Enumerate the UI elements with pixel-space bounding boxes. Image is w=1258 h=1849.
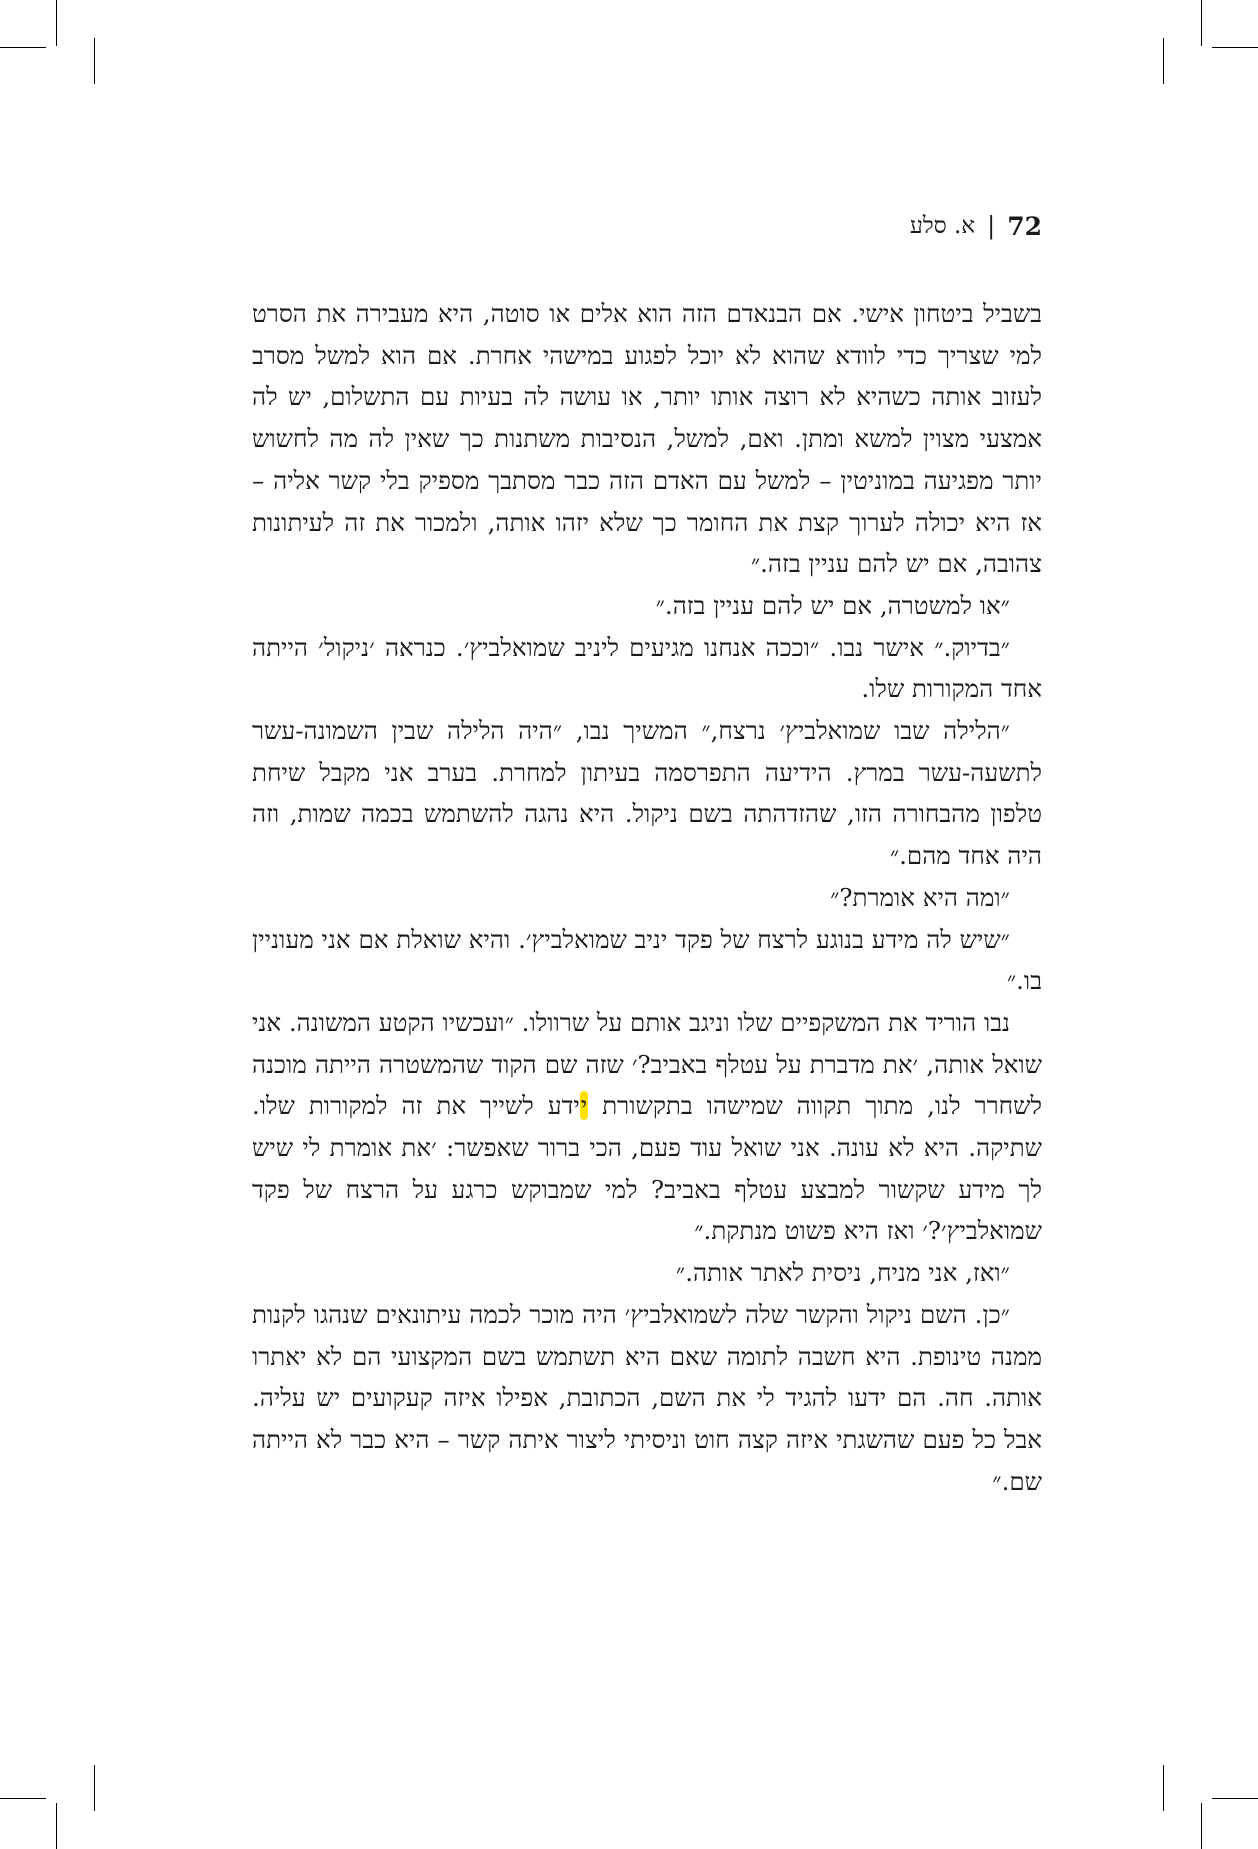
running-head: [252, 206, 1042, 246]
crop-mark-top-left-v: [56, 0, 57, 46]
crop-mark-bottom-right-h: [1212, 1798, 1258, 1799]
crop-mark-top-left-v2: [94, 38, 95, 84]
crop-mark-bottom-left-v: [56, 1803, 57, 1849]
paragraph-1: בשביל ביטחון אישי. אם הבנאדם הזה הוא אלים או סוטה, היא מעבירה את הסרט למי שצריך כדי לוודא שהוא לא יוכל לפגוע במישהי אחרת. אם הוא למשל מסרב לעזוב אותה כשהיא לא רוצה אותו יותר, או עושה לה בעיות עם התשלום, יש לה אמצעי מצוין למשא ומתן. ואם, למשל, הנסיבות משתנות כך שאין לה מה לחשוש יותר מפגיעה במוניטין – למשל עם האדם הזה כבר מסתבך מספיק בלי קשר אליה – אז היא יכולה לערוך קצת את החומר כך שלא יזהו אותה, ולמכור את זה לעיתונות צהובה, אם יש להם עניין בזה.״: [252, 299, 1042, 579]
paragraph-4: ״הלילה שבו שמואלביץ׳ נרצח,״ המשיך נבו, ״היה הלילה שבין השמונה-עשר לתשעה-עשר במרץ. הידיעה התפרסמה בעיתון למחרת. בערב אני מקבל שיחת טלפון מהבחורה הזו, שהזדהתה בשם ניקול. היא נהגה להשתמש בכמה שמות, וזה היה אחד מהם.״: [252, 716, 1042, 871]
paragraph-9: ״כן. השם ניקול והקשר שלה לשמואלביץ׳ היה מוכר לכמה עיתונאים שנהגו לקנות ממנה טינופת. היא חשבה לתומה שאם היא תשתמש בשם המקצועי הם לא יאתרו אותה. חה. הם ידעו להגיד לי את השם, הכתובת, אפילו איזה קעקועים יש עליה. אבל כל פעם שהשגתי איזה קצה חוט וניסיתי ליצור איתה קשר – היא כבר לא הייתה שם.״: [252, 1299, 1042, 1496]
crop-mark-bottom-left-v2: [94, 1765, 95, 1811]
paragraph-8: ״ואז, אני מניח, ניסית לאתר אותה.״: [675, 1258, 1010, 1288]
header-separator: |: [987, 212, 996, 240]
paragraph-2: ״או למשטרה, אם יש להם עניין בזה.״: [655, 590, 1010, 620]
paragraph-7-part-1: נבו הוריד את המשקפיים שלו וניגב אותם על שרוולו. ״ועכשיו הקטע המשונה. אני שואל אותה, ׳את מדברת על עטלף באביב?׳ שזה שם הקוד שהמשטרה הייתה מוכנה לשחרר לנו, מתוך תקווה שמישהו בתקשורת: [252, 1007, 1042, 1121]
page-number: 72: [1007, 211, 1042, 241]
text-highlight: י: [580, 1091, 588, 1121]
paragraph-5: ״ומה היא אומרת?״: [830, 882, 1010, 912]
paragraph-7: [252, 1002, 1042, 1252]
paragraph-7-part-2: ידע לשייך את זה למקורות שלו. שתיקה. היא לא עונה. אני שואל עוד פעם, הכי ברור שאפשר: ׳את אומרת לי שיש לך מידע שקשור למבצע עטלף באביב? למי שמבוקש כרגע על הרצח של פקד שמואלביץ׳?׳ ואז היא פשוט מנתקת.״: [252, 1091, 1042, 1246]
crop-mark-bottom-right-v: [1201, 1803, 1202, 1849]
body-text: [252, 293, 1042, 1502]
crop-mark-top-right-v2: [1163, 38, 1164, 84]
paragraph-3: ״בדיוק.״ אישר נבו. ״וככה אנחנו מגיעים ליניב שמואלביץ׳. כנראה ׳ניקול׳ הייתה אחד המקורות שלו.: [252, 632, 1042, 704]
author-name: א. סלע: [909, 213, 976, 239]
crop-mark-bottom-left-h: [0, 1798, 46, 1799]
paragraph-6: ״שיש לה מידע בנוגע לרצח של פקד יניב שמואלביץ׳. והיא שואלת אם אני מעוניין בו.״: [252, 924, 1042, 996]
crop-mark-top-right-v: [1201, 0, 1202, 46]
crop-mark-top-left-h: [0, 47, 46, 48]
crop-mark-bottom-right-v2: [1163, 1765, 1164, 1811]
crop-mark-top-right-h: [1212, 47, 1258, 48]
